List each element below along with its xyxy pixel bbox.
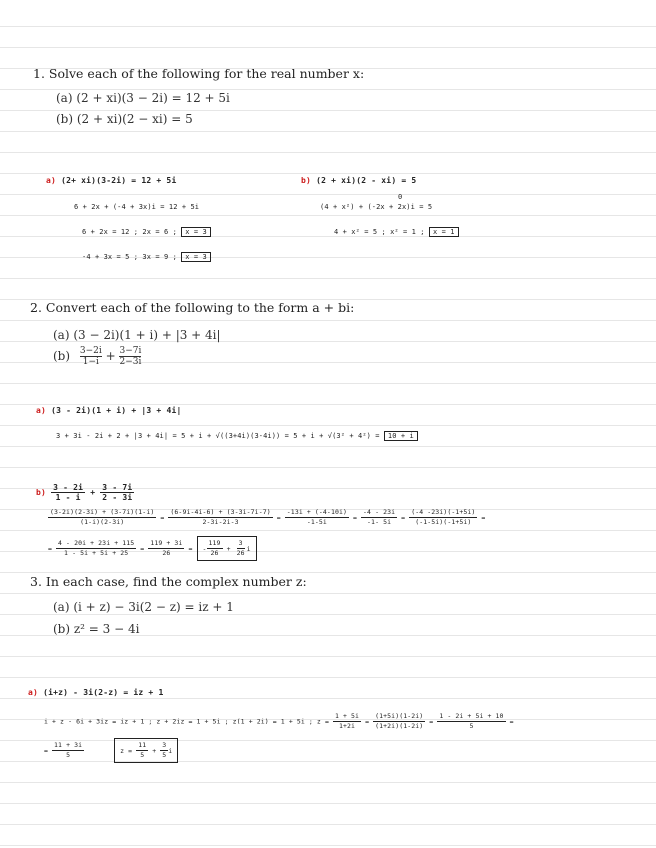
fraction-numerator: (3-2i)(2-3i) + (3-7i)(1-i) (50, 508, 155, 516)
solution-2b-step-4 (361, 508, 397, 527)
solution-1a-equation: (2+ xi)(3-2i) = 12 + 5i (61, 176, 177, 185)
answer-fraction-2 (235, 539, 247, 558)
fraction-numerator: 3 - 2i (53, 483, 84, 492)
fraction-numerator: (1+5i)(1-2i) (375, 712, 424, 720)
fraction-denominator: 1 - 5i + 5i + 25 (64, 549, 129, 557)
fraction-denominator: 5 (140, 751, 145, 759)
question-2b-fraction-2 (119, 346, 141, 367)
fraction-denominator: (1+2i)(1-2i) (375, 722, 424, 730)
question-1b: (b) (2 + xi)(2 − xi) = 5 (56, 112, 193, 126)
fraction-denominator: 2 - 3i (102, 493, 133, 502)
solution-1b-line-1: (4 + x²) + (-2x + 2x)i = 5 (320, 203, 433, 211)
question-2a: (a) (3 − 2i)(1 + i) + |3 + 4i| (53, 328, 221, 342)
solution-2a-work: 3 + 3i - 2i + 2 + |3 + 4i| = 5 + i + √((3+4i)(3-4i)) = 5 + i + √(3² + 4²) = (56, 432, 380, 440)
fraction-numerator: 11 + 3i (54, 741, 83, 749)
solution-2b-fraction-2 (100, 483, 134, 502)
solution-3a-label: a) (28, 688, 39, 697)
solution-3a-work-1: i + z - 6i + 3iz = iz + 1 ; z + 2iz = 1 + 5i ; (44, 717, 229, 726)
fraction-numerator: 1 - 2i + 5i + 10 (439, 712, 504, 720)
solution-1a-line-1: 6 + 2x + (-4 + 3x)i = 12 + 5i (74, 203, 200, 211)
solution-1b-line-2-text: 4 + x² = 5 ; x² = 1 ; (334, 228, 425, 236)
solution-2b-header: b) $\frac{3 - 2i}{1 - i}$ + $\frac{3 - 7i}{2 - 3i}$ (36, 483, 133, 502)
solution-2a-answer: 10 + i (384, 431, 418, 441)
fraction-numerator: 119 (208, 539, 221, 547)
fraction-denominator: 26 (162, 549, 171, 557)
solution-3a-step-1 (333, 712, 361, 731)
fraction-numerator: 3 (238, 539, 243, 547)
fraction-denominator: (-1-5i)(-1+5i) (415, 518, 472, 526)
fraction-numerator: 3 (162, 741, 167, 749)
solution-1a-line-2 (82, 228, 211, 236)
fraction-numerator: 11 (138, 741, 147, 749)
fraction-denominator: 2−3i (119, 357, 142, 367)
fraction-numerator: -4 - 23i (363, 508, 396, 516)
solution-2a-label: a) (36, 406, 47, 415)
fraction-denominator: 5 (469, 722, 474, 730)
solution-2b-step-5 (409, 508, 477, 527)
solution-1a-line-3 (82, 253, 211, 261)
solution-2b-step-2 (168, 508, 272, 527)
fraction-denominator: 1+2i (339, 722, 356, 730)
solution-3a-step-3 (437, 712, 505, 731)
fraction-numerator: (6-9i-4i-6) + (3-3i-7i-7) (170, 508, 271, 516)
fraction-numerator: 4 - 20i + 23i + 115 (58, 539, 135, 547)
solution-2b-fraction-1 (51, 483, 85, 502)
solution-3a-answer: z = $\frac{11}{5}$ + $\frac{3}{5}$ i (114, 738, 178, 763)
fraction-denominator: 5 (162, 751, 167, 759)
solution-3a-header (28, 688, 163, 697)
fraction-denominator: (1-i)(2-3i) (80, 518, 125, 526)
fraction-numerator: (-4 -23i)(-1+5i) (411, 508, 476, 516)
solution-1b-answer: x = 1 (429, 227, 459, 237)
solution-2b-label: b) (36, 488, 47, 497)
solution-1a-line-3-text: -4 + 3x = 5 ; 3x = 9 ; (82, 253, 177, 261)
solution-1b-label: b) (301, 176, 312, 185)
solution-3a-line-1: i + z - 6i + 3iz = iz + 1 ; z + 2iz = 1 + 5i ; z(1 + 2i) = 1 + 5i ; z = $\frac{1 + 5i}{1+2i}$ = $\frac{(1+5i)(1-2i)}{(1+2i)(1-2i)}$ = $\frac{1 - 2i + 5i + 10}{5}$ = (44, 712, 514, 730)
question-2b-prefix: (b) (53, 349, 71, 363)
fraction-numerator: 3−2i (79, 346, 102, 356)
solution-1b-line-2 (334, 228, 459, 236)
fraction-numerator: 3−7i (119, 346, 142, 356)
fraction-denominator: -1-5i (306, 518, 327, 526)
question-2b (53, 346, 141, 367)
fraction-denominator: 2-3i-2i-3 (202, 518, 239, 526)
solution-1a-line-2-text: 6 + 2x = 12 ; 2x = 6 ; (82, 228, 177, 236)
question-3-title: 3. In each case, find the complex number z: (30, 574, 307, 589)
solution-2b-step-1 (48, 508, 156, 527)
solution-2a-header (36, 406, 182, 415)
question-2b-plus: + (105, 349, 116, 363)
fraction-denominator: -1- 5i (367, 518, 392, 526)
solution-2a-line-1 (56, 432, 418, 440)
answer-prefix: z = (120, 746, 133, 755)
answer-fraction-1 (207, 539, 223, 558)
solution-3a-work-2: z(1 + 2i) = 1 + 5i ; z = (232, 717, 329, 726)
fraction-numerator: 1 + 5i (334, 712, 360, 720)
solution-2b-step-7 (148, 539, 184, 558)
question-3a: (a) (i + z) − 3i(2 − z) = iz + 1 (53, 600, 234, 614)
question-1-title: 1. Solve each of the following for the real number x: (33, 66, 365, 81)
solution-1b-equation: (2 + xi)(2 - xi) = 5 (316, 176, 417, 185)
fraction-numerator: 3 - 7i (102, 483, 133, 492)
solution-2b-line-2: = $\frac{4 - 20i + 23i + 115}{1 - 5i + 5i + 25}$ = $\frac{119 + 3i}{26}$ = - $\frac{119}{26}$ + $\frac{3}{26}$ i (48, 536, 257, 561)
solution-1a-answer-2: x = 3 (181, 252, 211, 262)
solution-3a-line-2: = $\frac{11 + 3i}{5}$ z = $\frac{11}{5}$ + $\frac{3}{5}$ i (44, 738, 178, 763)
answer-fraction-2 (160, 741, 168, 760)
solution-1a-header (46, 176, 176, 185)
fraction-denominator: 26 (236, 549, 245, 557)
solution-1b-zero-note: 0 (398, 193, 403, 201)
solution-2b-line-1: $\frac{(3-2i)(2-3i) + (3-7i)(1-i)}{(1-i)(2-3i)}$ = $\frac{(6-9i-4i-6) + (3-3i-7i-7)}{2-3i-2i-3}$ = $\frac{-13i + (-4-10i)}{-1-5i}$ = $\frac{-4 - 23i}{-1- 5i}$ = $\frac{(-4 -23i)(-1+5i)}{(-1-5i)(-1+5i)}$ = (50, 508, 486, 526)
question-2-title: 2. Convert each of the following to the form a + bi: (30, 300, 355, 315)
question-3b: (b) z² = 3 − 4i (53, 622, 140, 636)
question-1a: (a) (2 + xi)(3 − 2i) = 12 + 5i (56, 91, 230, 105)
solution-1b-header (301, 176, 416, 185)
fraction-denominator: 1−i (82, 357, 99, 367)
solution-3a-step-4 (52, 741, 84, 760)
fraction-denominator: 5 (66, 751, 71, 759)
solution-3a-step-2 (373, 712, 425, 731)
question-2b-fraction-1 (80, 346, 102, 367)
fraction-numerator: -13i + (-4-10i) (286, 508, 347, 516)
answer-fraction-1 (136, 741, 148, 760)
solution-1a-label: a) (46, 176, 57, 185)
solution-1a-answer-1: x = 3 (181, 227, 211, 237)
solution-2b-step-3 (285, 508, 349, 527)
fraction-denominator: 1 - i (55, 493, 81, 502)
solution-2b-step-6 (56, 539, 136, 558)
solution-2b-answer: - $\frac{119}{26}$ + $\frac{3}{26}$ i (197, 536, 257, 561)
fraction-denominator: 26 (210, 549, 219, 557)
fraction-numerator: 119 + 3i (150, 539, 183, 547)
solution-3a-equation: (i+z) - 3i(2-z) = iz + 1 (43, 688, 164, 697)
solution-2a-expression: (3 - 2i)(1 + i) + |3 + 4i| (51, 406, 182, 415)
